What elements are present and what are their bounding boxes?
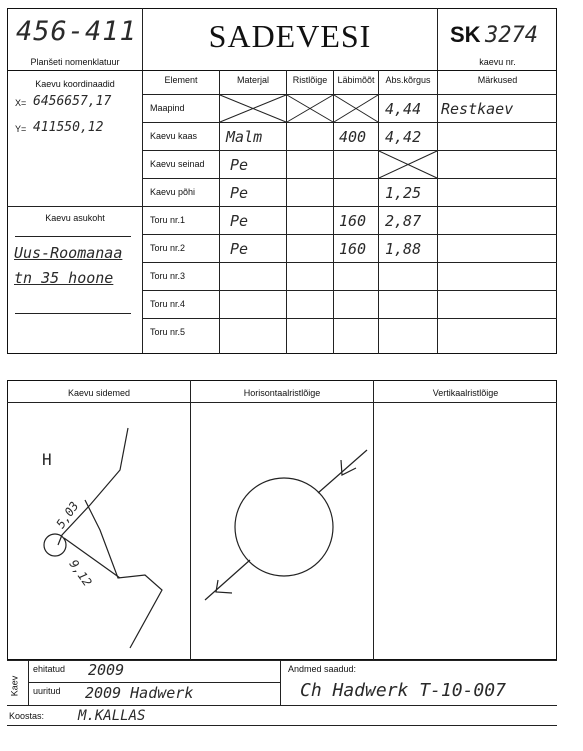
row-element: Toru nr.1 — [150, 215, 186, 225]
row-element: Maapind — [150, 103, 185, 113]
compiled-label: Koostas: — [9, 711, 45, 721]
cell-height: 4,42 — [385, 128, 422, 146]
sketch-header-horizontal: Horisontaalristlõige — [243, 388, 321, 398]
cell-diameter: 160 — [339, 240, 367, 258]
coords-label: Kaevu koordinaadid — [35, 79, 115, 89]
row-element: Toru nr.2 — [150, 243, 186, 253]
cell-height: 1,25 — [385, 184, 422, 202]
well-side-label: Kaev — [9, 675, 20, 697]
col-header-section: Ristlõige — [292, 75, 328, 85]
x-label: X= — [15, 98, 27, 108]
row-element: Kaevu kaas — [150, 131, 198, 141]
well-prefix: SK — [450, 22, 481, 47]
col-header-element: Element — [164, 75, 198, 85]
data-from-label: Andmed saadud: — [288, 664, 357, 674]
cell-material: Pe — [230, 212, 249, 230]
divider — [7, 705, 557, 706]
well-label: kaevu nr. — [479, 57, 516, 67]
built-value: 2009 — [88, 661, 125, 679]
divider — [280, 660, 281, 705]
col-header-height: Abs.kõrgus — [385, 75, 431, 85]
well-number: 3274 — [485, 23, 538, 48]
compiled-value: M.KALLAS — [78, 708, 146, 724]
row-element: Toru nr.5 — [150, 327, 186, 337]
col-header-material: Materjal — [236, 75, 269, 85]
divider — [28, 682, 280, 683]
dimension-2: 9,12 — [66, 557, 95, 589]
col-header-diameter: Läbimõõt — [337, 75, 375, 85]
cell-material: Pe — [230, 240, 249, 258]
cell-diameter: 160 — [339, 212, 367, 230]
y-label: Y= — [15, 124, 27, 134]
location-label: Kaevu asukoht — [45, 213, 105, 223]
sketch-header-vertical: Vertikaalristlõige — [432, 388, 499, 398]
cell-note: Restkaev — [441, 100, 514, 118]
cell-material: Pe — [230, 184, 249, 202]
cell-height: 4,44 — [385, 100, 422, 118]
built-label: ehitatud — [33, 664, 66, 674]
nomenclature-label: Planšeti nomenklatuur — [30, 57, 120, 67]
y-value: 411550,12 — [33, 120, 104, 135]
cell-material: Malm — [226, 128, 263, 146]
divider — [7, 725, 557, 726]
col-header-notes: Märkused — [477, 75, 518, 85]
cell-material: Pe — [230, 156, 249, 174]
x-value: 6456657,17 — [33, 94, 112, 109]
cell-height: 1,88 — [385, 240, 422, 258]
surveyed-value: 2009 Hadwerk — [85, 684, 194, 702]
sketch-header-links: Kaevu sidemed — [67, 388, 131, 398]
building-mark: H — [42, 450, 52, 469]
row-element: Kaevu põhi — [150, 187, 196, 197]
location-line1: Uus-Roomanaa — [14, 244, 123, 262]
row-element: Kaevu seinad — [150, 159, 205, 169]
surveyed-label: uuritud — [33, 686, 61, 696]
row-element: Toru nr.3 — [150, 271, 186, 281]
cell-diameter: 400 — [339, 128, 367, 146]
data-from-value: Ch Hadwerk T-10-007 — [300, 680, 506, 701]
nomenclature-value: 456-411 — [16, 16, 137, 47]
location-line2: tn 35 hoone — [14, 269, 114, 287]
form-title: SADEVESI — [208, 18, 372, 54]
dimension-1: 5,03 — [53, 499, 82, 531]
cell-height: 2,87 — [385, 212, 422, 230]
row-element: Toru nr.4 — [150, 299, 186, 309]
